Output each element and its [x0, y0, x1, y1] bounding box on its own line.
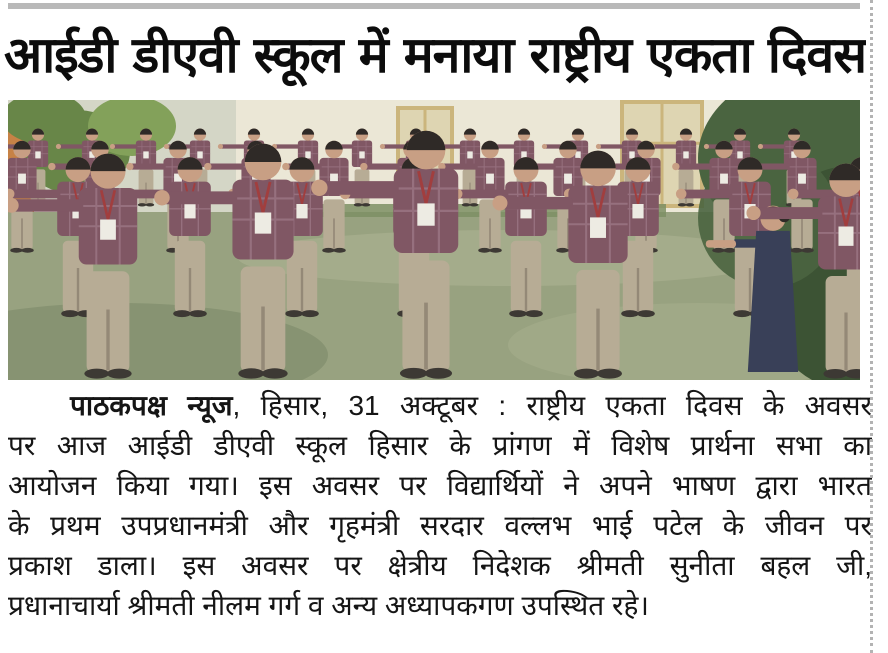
- article-line-2: पर आज आईडी डीएवी स्कूल हिसार के प्रांगण में विशेष प्रार्थना सभा का: [8, 430, 872, 461]
- article-body: [8, 386, 872, 626]
- students-pledge-scene: [8, 100, 860, 380]
- article-line-4: के प्रथम उपप्रधानमंत्री और गृहमंत्री सरदार वल्लभ भाई पटेल के जीवन पर: [8, 510, 872, 541]
- column-separator-dotted: [870, 0, 873, 653]
- headline: आईडी डीएवी स्कूल में मनाया राष्ट्रीय एकता दिवस: [4, 27, 866, 83]
- byline-source: पाठकपक्ष न्यूज: [70, 390, 233, 421]
- article-line-3: आयोजन किया गया। इस अवसर पर विद्यार्थियों ने अपने भाषण द्वारा भारत: [8, 470, 872, 501]
- article-photo: [8, 100, 860, 380]
- top-rule: [8, 3, 860, 9]
- dateline-text: , हिसार, 31 अक्टूबर : राष्ट्रीय एकता दिवस के अवसर: [232, 390, 872, 421]
- article-line-1: [8, 386, 872, 426]
- article-line-6: प्रधानाचार्या श्रीमती नीलम गर्ग व अन्य अध्यापकगण उपस्थित रहे।: [8, 590, 649, 621]
- article-line-5: प्रकाश डाला। इस अवसर पर क्षेत्रीय निदेशक श्रीमती सुनीता बहल जी,: [8, 550, 872, 581]
